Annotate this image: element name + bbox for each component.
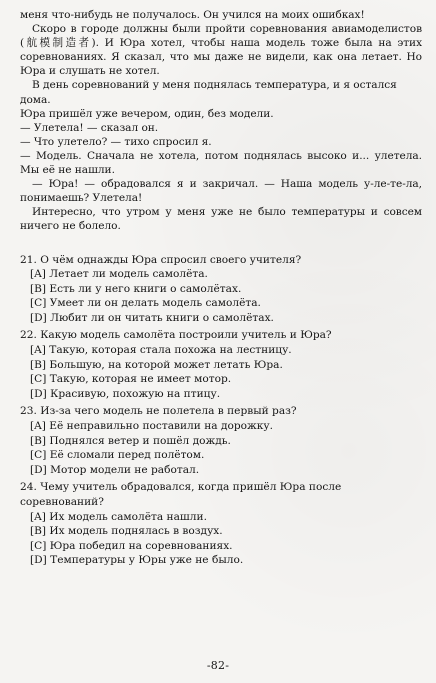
questions-section xyxy=(20,253,422,568)
answer-option: [C] Такую, которая не имеет мотор. xyxy=(30,373,232,386)
story-line: Юра пришёл уже вечером, один, без модели. xyxy=(20,107,274,120)
answer-option: [B] Поднялся ветер и пошёл дождь. xyxy=(30,434,231,447)
dialogue-line: — Улетела! — сказал он. xyxy=(20,121,159,134)
answer-option: [C] Юра победил на соревнованиях. xyxy=(30,539,233,552)
answer-option: [A] Их модель самолёта нашли. xyxy=(30,510,207,523)
section-gap xyxy=(20,234,422,245)
answer-option: [A] Летает ли модель самолёта. xyxy=(30,268,208,281)
story-text xyxy=(20,8,422,234)
answer-option: [D] Температуры у Юры уже не было. xyxy=(30,554,244,567)
answer-option: [D] Любит ли он читать книги о самолётах. xyxy=(30,311,274,324)
answer-option: [D] Красивую, похожую на птицу. xyxy=(30,387,221,400)
story-paragraph: Скоро в городе должны были пройти соревнования авиамоделистов (航模制造者). И Юра хотел, чтобы наша модель тоже была на этих соревнованиях. Я сказал, что мы даже не видели, как она летает. Но Юра и слушать не хотел. xyxy=(20,23,422,78)
answer-option: [B] Большую, на которой может летать Юра. xyxy=(30,358,283,371)
answer-option: [D] Мотор модели не работал. xyxy=(30,463,200,476)
answer-option: [A] Такую, которая стала похожа на лестницу. xyxy=(30,344,292,357)
dialogue-paragraph: — Модель. Сначала не хотела, потом поднялась высоко и... улетела. Мы её не нашли. xyxy=(20,149,422,177)
question-23 xyxy=(20,404,422,477)
page-number: -82- xyxy=(206,659,230,672)
question-title: 24. Чему учитель обрадовался, когда пришёл Юра после соревнований? xyxy=(20,481,342,508)
dialogue-paragraph: — Юра! — обрадовался я и закричал. — Наша модель у-ле-те-ла, понимаешь? Улетела! xyxy=(20,178,422,205)
story-line: В день соревнований у меня поднялась температура, и я остался дома. xyxy=(20,79,397,106)
question-22 xyxy=(20,328,422,401)
question-title: 23. Из-за чего модель не полетела в первый раз? xyxy=(20,405,297,418)
answer-option: [B] Их модель поднялась в воздух. xyxy=(30,525,223,538)
answer-option: [A] Её неправильно поставили на дорожку. xyxy=(30,420,273,433)
story-paragraph: Интересно, что утром у меня уже не было температуры и совсем ничего не болело. xyxy=(20,206,422,233)
dialogue-line: — Что улетело? — тихо спросил я. xyxy=(20,135,212,148)
question-24 xyxy=(20,480,422,568)
question-21 xyxy=(20,253,422,326)
answer-option: [B] Есть ли у него книги о самолётах. xyxy=(30,282,242,295)
answer-option: [C] Умеет ли он делать модель самолёта. xyxy=(30,297,261,310)
story-line: меня что-нибудь не получалось. Он учился на моих ошибках! xyxy=(20,9,365,21)
answer-option: [C] Её сломали перед полётом. xyxy=(30,449,205,462)
question-title: 21. О чём однажды Юра спросил своего учителя? xyxy=(20,253,302,266)
question-title: 22. Какую модель самолёта построили учитель и Юра? xyxy=(20,329,332,342)
